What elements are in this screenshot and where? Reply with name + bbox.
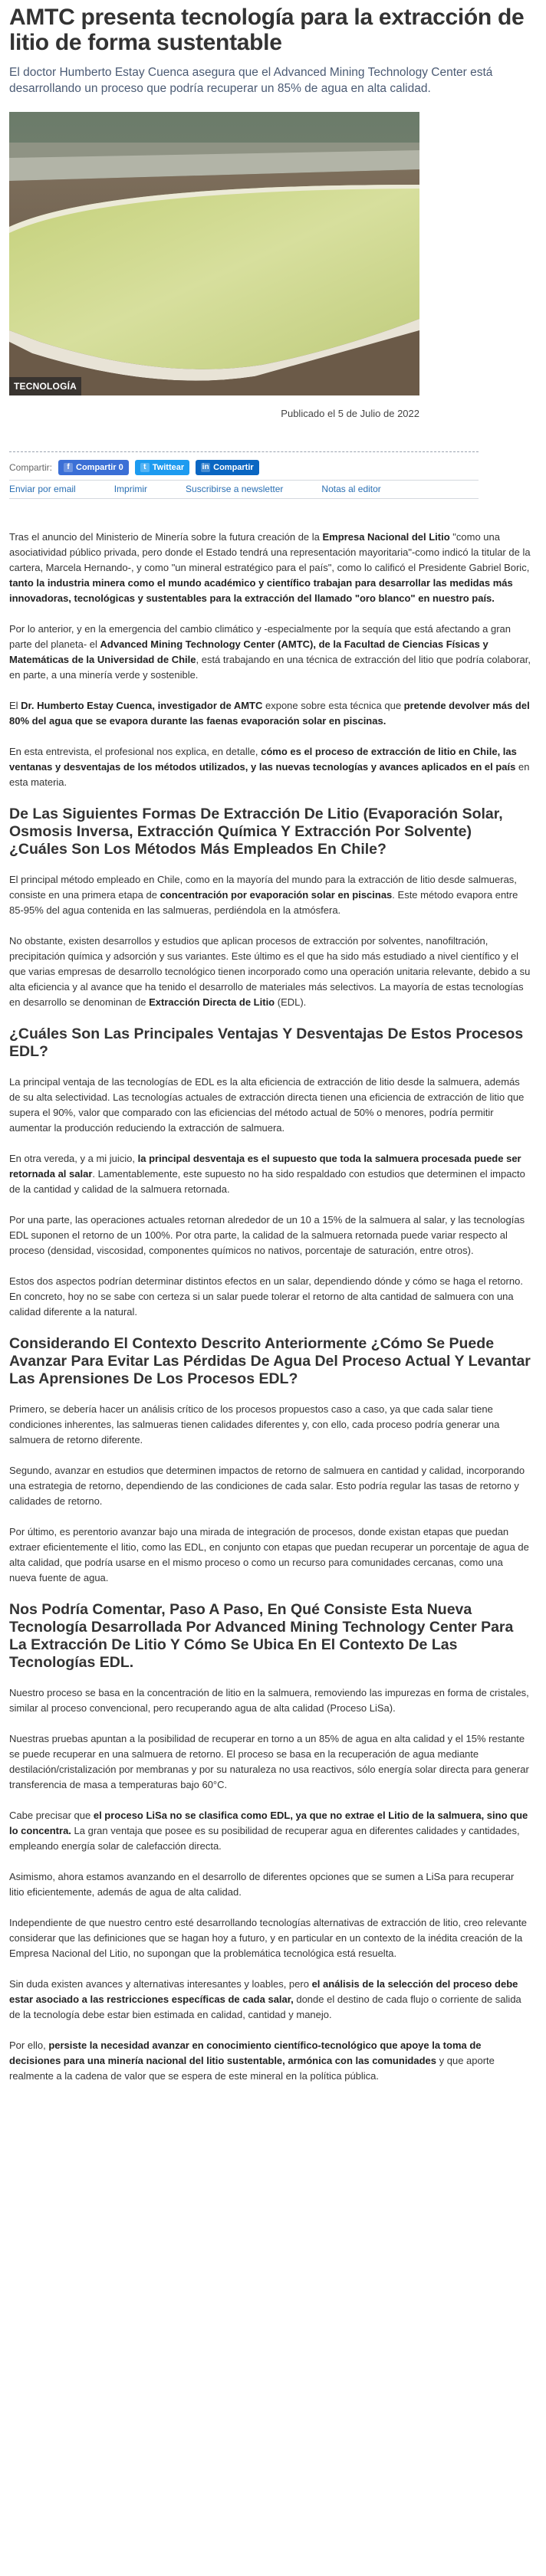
paragraph: Nuestras pruebas apuntan a la posibilidad de recuperar en torno a un 85% de agua en alta calidad y el 15% restante se puede recuperar en una salmuera de retorno. El proceso se basa en la recuperación de agua mediante destilación/cristalización por membranas y por su naturaleza no usa reactivos, sólo energía solar directa para generar transferencia de masa a temperaturas bajo 60°C. (9, 1733, 529, 1790)
paragraph: Asimismo, ahora estamos avanzando en el desarrollo de diferentes opciones que se sumen a LiSa para recuperar litio eficientemente, además de agua de alta calidad. (9, 1871, 515, 1898)
paragraph: Estos dos aspectos podrían determinar distintos efectos en un salar, dependiendo dónde y cómo se haga el retorno. En concreto, hoy no se sabe con certeza si un salar puede tolerar el retorno de alta cantidad de salmuera con una calidad diferente a la natural. (9, 1275, 523, 1318)
paragraph: Sin duda existen avances y alternativas interesantes y loables, pero el análisis de la selección del proceso debe estar asociado a las restricciones específicas de cada salar, donde el destino de cada flujo o corriente de salida de la tecnología debe estar bien estimada en calidad, cantidad y manejo. (9, 1978, 521, 2020)
print-link[interactable]: Imprimir (113, 484, 148, 494)
twitter-share-label: Twittear (152, 463, 185, 472)
paragraph: Segundo, avanzar en estudios que determinen impactos de retorno de salmuera en cantidad y calidad, incorporando una estrategia de retorno, dependiendo de las condiciones de cada salar. Esto podría regular las tasas de retorno y calidades de retorno. (9, 1465, 525, 1507)
share-label: Compartir: (9, 462, 53, 473)
editor-notes-link[interactable]: Notas al editor (321, 484, 381, 494)
linkedin-share-button[interactable] (196, 460, 259, 475)
category-badge[interactable]: TECNOLOGÍA (9, 377, 81, 395)
paragraph: Independiente de que nuestro centro esté desarrollando tecnologías alternativas de extracción de litio, creo relevante considerar que las definiciones que se hagan hoy a futuro, y en particular en un contexto de la inédita creación de la Empresa Nacional del Litio, no supongan que la problemática tecnológica está resuelta. (9, 1917, 527, 1959)
twitter-share-button[interactable] (135, 460, 189, 475)
paragraph: Por una parte, las operaciones actuales retornan alrededor de un 10 a 15% de la salmuera al salar, y las tecnologías EDL suponen el retorno de un 100%. Por otra parte, la calidad de la salmuera retornada puede variar respecto al proceso (densidad, viscosidad, componentes químicos no nativos, porcentaje de saturación, entre otros). (9, 1214, 525, 1256)
facebook-icon: f (64, 463, 73, 472)
paragraph: El principal método empleado en Chile, como en la mayoría del mundo para la extracción de litio desde salmueras, consiste en una primera etapa de concentración por evaporación solar en piscinas. Este método evapora entre 85-95% del agua contenida en las salmueras, perdiéndola en la atmósfera. (9, 874, 518, 916)
paragraph: Por último, es perentorio avanzar bajo una mirada de integración de procesos, donde existan etapas que puedan extraer eficientemente el litio, como las EDL, en conjunto con etapas que puedan recuperar un porcentaje de agua de alta calidad, que podría usarse en el mismo proceso o como un recurso para comunidades cercanas, como una nueva fuente de agua. (9, 1526, 529, 1583)
paragraph: Por ello, persiste la necesidad avanzar en conocimiento científico-tecnológico que apoye la toma de decisiones para una minería nacional del litio sustentable, armónica con las comunidades y que aporte realmente a la cadena de valor que se espera de este mineral en la política pública. (9, 2039, 495, 2082)
section-heading: Considerando El Contexto Descrito Anteriormente ¿Cómo Se Puede Avanzar Para Evitar Las Pérdidas De Agua Del Proceso Actual Y Levantar Las Aprensiones De Los Procesos EDL? (9, 1335, 531, 1387)
paragraph: Nuestro proceso se basa en la concentración de litio en la salmuera, removiendo las impurezas en forma de cristales, similar al proceso convencional, pero recuperando agua de alta calidad (Proceso LiSa). (9, 1687, 529, 1714)
article-subtitle: El doctor Humberto Estay Cuenca asegura que el Advanced Mining Technology Center está desarrollando un proceso que podría recuperar un 85% de agua en alta calidad. (9, 66, 493, 95)
facebook-share-button[interactable] (58, 460, 129, 475)
paragraph: El Dr. Humberto Estay Cuenca, investigador de AMTC expone sobre esta técnica que pretende devolver más del 80% del agua que se evapora durante las faenas evaporación solar en piscinas. (9, 700, 530, 727)
paragraph: Cabe precisar que el proceso LiSa no se clasifica como EDL, ya que no extrae el Litio de la salmuera, sino que lo concentra. La gran ventaja que posee es su posibilidad de recuperar agua en diferentes calidades y cantidades, empleando energía solar de calefacción directa. (9, 1810, 528, 1852)
article-title: AMTC presenta tecnología para la extracción de litio de forma sustentable (9, 5, 525, 55)
share-links (9, 480, 479, 494)
lithium-pond-photo (9, 112, 419, 395)
hero-image (9, 112, 419, 395)
facebook-share-label: Compartir 0 (76, 463, 123, 472)
paragraph: La principal ventaja de las tecnologías de EDL es la alta eficiencia de extracción de litio desde la salmuera, además de su alta selectividad. Las tecnologías actuales de extracción directa tienen una eficiencia de extracción de litio que supera el 90%, valor que comparado con las eficiencias del método actual de 50% o menores, podría permitir aumentar la producción reduciendo la extracción de salmuera. (9, 1076, 525, 1134)
share-bar (9, 451, 479, 499)
paragraph: Por lo anterior, y en la emergencia del cambio climático y -especialmente por la sequía que está afectando a gran parte del planeta- el Advanced Mining Technology Center (AMTC), de la Facultad de Ciencias Físicas y Matemáticas de la Universidad de Chile, está trabajando en una técnica de extracción del litio que podría colaborar, en parte, a una minería verde y sostenible. (9, 623, 531, 681)
article-body (9, 530, 531, 2084)
publish-date: Publicado el 5 de Julio de 2022 (281, 408, 419, 419)
paragraph: Tras el anuncio del Ministerio de Minería sobre la futura creación de la Empresa Nacional del Litio "como una asociatividad público privada, pero donde el Estado tendrá una representación mayoritaria"-como indicó la titular de la cartera, Marcela Hernando-, y como "un mineral estratégico para el país", como lo calificó el Presidente Gabriel Boric, tanto la industria minera como el mundo académico y científico trabajan para desarrollar las medidas más innovadoras, tecnológicas y sustentables para la extracción del llamado "oro blanco" en nuestro país. (9, 531, 531, 604)
paragraph: Primero, se debería hacer un análisis crítico de los procesos propuestos caso a caso, ya que cada salar tiene condiciones inherentes, las salmueras tienen calidades diferentes y, con ello, cada proceso podría generar una salmuera de retorno diferente. (9, 1403, 500, 1446)
paragraph: En otra vereda, y a mi juicio, la principal desventaja es el supuesto que toda la salmuera procesada puede ser retornada al salar. Lamentablemente, este supuesto no ha sido respaldado con estudios que determinen el impacto de la cantidad y calidad de la salmuera retornada. (9, 1153, 525, 1195)
paragraph: No obstante, existen desarrollos y estudios que aplican procesos de extracción por solventes, nanofiltración, precipitación química y adsorción y sus variantes. Este último es el que ha sido más estudiado a nivel científico y el que varias empresas de desarrollo tecnológico tienen incorporado como una operación unitaria relevante, debido a su alta eficiencia y al avance que ha tenido el desarrollo de materiales más selectivos. La mayoría de estas tecnologías en desarrollo se denominan de Extracción Directa de Litio (EDL). (9, 935, 531, 1008)
twitter-icon: t (140, 463, 150, 472)
email-link[interactable]: Enviar por email (9, 484, 76, 494)
section-heading: Nos Podría Comentar, Paso A Paso, En Qué Consiste Esta Nueva Tecnología Desarrollada Por Advanced Mining Technology Center Para La Extracción De Litio Y Cómo Se Ubica En El Contexto De Las Tecnologías EDL. (9, 1601, 514, 1671)
paragraph: En esta entrevista, el profesional nos explica, en detalle, cómo es el proceso de extracción de litio en Chile, las ventanas y desventajas de los métodos utilizados, y las nuevas tecnologías y avances aplicados en el país en esta materia. (9, 746, 530, 788)
section-heading: ¿Cuáles Son Las Principales Ventajas Y Desventajas De Estos Procesos EDL? (9, 1025, 524, 1060)
section-heading: De Las Siguientes Formas De Extracción De Litio (Evaporación Solar, Osmosis Inversa, Extracción Química Y Extracción Por Solvente) ¿Cuáles Son Los Métodos Más Empleados En Chile? (9, 806, 503, 858)
linkedin-share-label: Compartir (213, 463, 254, 472)
linkedin-icon: in (202, 463, 209, 471)
newsletter-link[interactable]: Suscribirse a newsletter (186, 484, 284, 494)
